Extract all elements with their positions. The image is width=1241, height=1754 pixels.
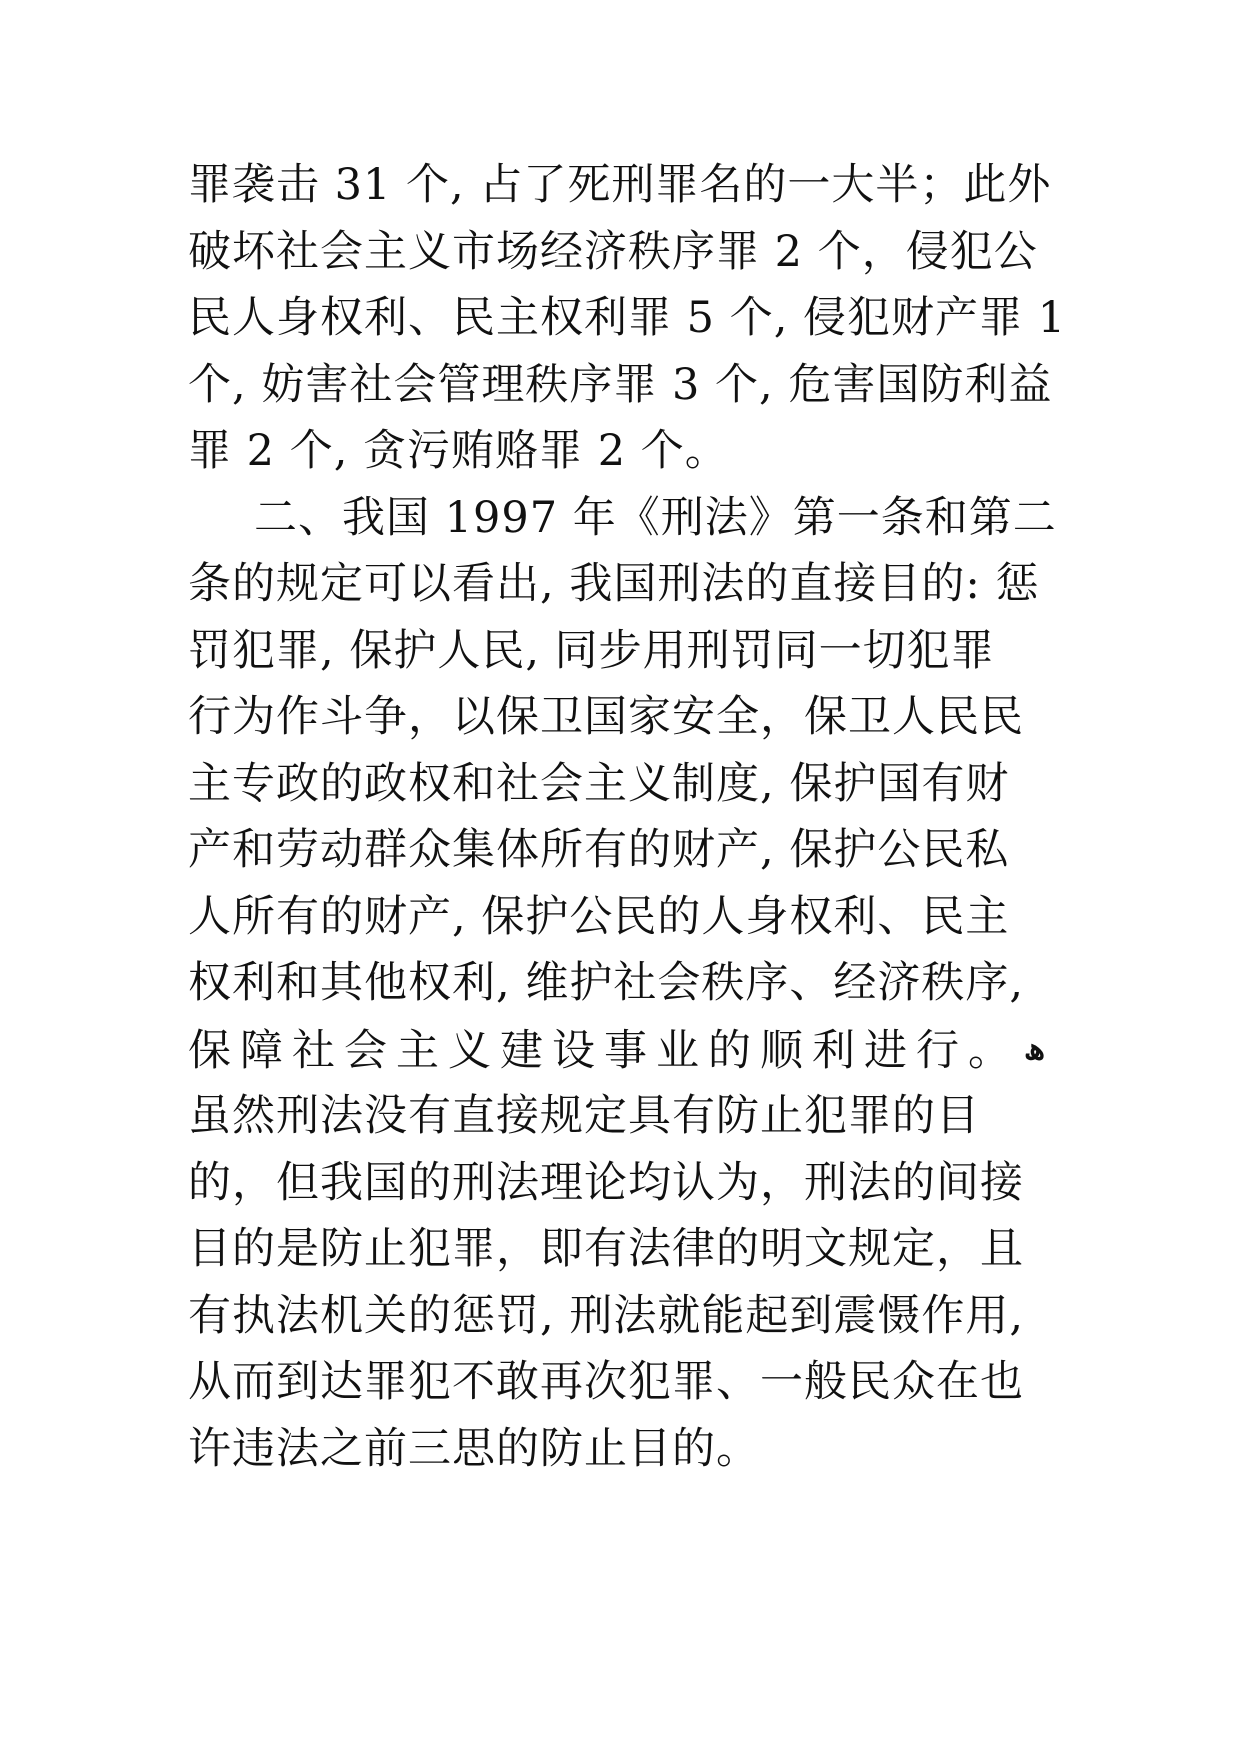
paragraph-3-line: 目的是防止犯罪，即有法律的明文规定，且 bbox=[188, 1224, 1024, 1274]
paragraph-3-line: 有执法机关的惩罚, 刑法就能起到震慑作用, bbox=[188, 1290, 1025, 1341]
paragraph-2-line: 产和劳动群众集体所有的财产, 保护公民私 bbox=[188, 825, 1010, 875]
paragraph-2-line: 二、我国 1997 年《刑法》第一条和第二 bbox=[254, 492, 1057, 543]
paragraph-2-line: 行为作斗争，以保卫国家安全，保卫人民民 bbox=[188, 692, 1024, 742]
paragraph-2-line: 保障社会主义建设事业的顺利进行。 bbox=[188, 1025, 1020, 1076]
paragraph-2-line: 主专政的政权和社会主义制度, 保护国有财 bbox=[188, 758, 1010, 809]
paragraph-3-line: 虽然刑法没有直接规定具有防止犯罪的目 bbox=[188, 1091, 980, 1141]
paragraph-3-line: 的，但我国的刑法理论均认为，刑法的间接 bbox=[188, 1157, 1024, 1208]
paragraph-2-line: 权利和其他权利, 维护社会秩序、经济秩序, bbox=[188, 958, 1025, 1008]
paragraph-2-line: 条的规定可以看出, 我国刑法的直接目的: 惩 bbox=[188, 559, 1040, 609]
paragraph-2-line: 人所有的财产, 保护公民的人身权利、民主 bbox=[188, 891, 1010, 942]
paragraph-1-line: 民人身权利、民主权利罪 5 个, 侵犯财产罪 1 bbox=[188, 293, 1067, 343]
document-body bbox=[188, 152, 1067, 1482]
paragraph-1-line: 罪袭击 31 个, 占了死刑罪名的一大半；此外 bbox=[188, 160, 1052, 210]
paragraph-3-line: 从而到达罪犯不敢再次犯罪、一般民众在也 bbox=[188, 1357, 1024, 1407]
paragraph-2-last-line bbox=[188, 1017, 1058, 1084]
paragraph-1-line: 破坏社会主义市场经济秩序罪 2 个，侵犯公 bbox=[188, 226, 1038, 277]
paragraph-3-line: 许违法之前三思的防止目的。 bbox=[188, 1423, 760, 1474]
paragraph-mark: ھ bbox=[1024, 1031, 1045, 1067]
paragraph-2-line: 罚犯罪, 保护人民, 同步用刑罚同一切犯罪 bbox=[188, 625, 995, 676]
paragraph-1-line: 个, 妨害社会管理秩序罪 3 个, 危害国防利益 bbox=[188, 359, 1053, 410]
paragraph-1-line: 罪 2 个, 贪污贿赂罪 2 个。 bbox=[188, 426, 729, 476]
